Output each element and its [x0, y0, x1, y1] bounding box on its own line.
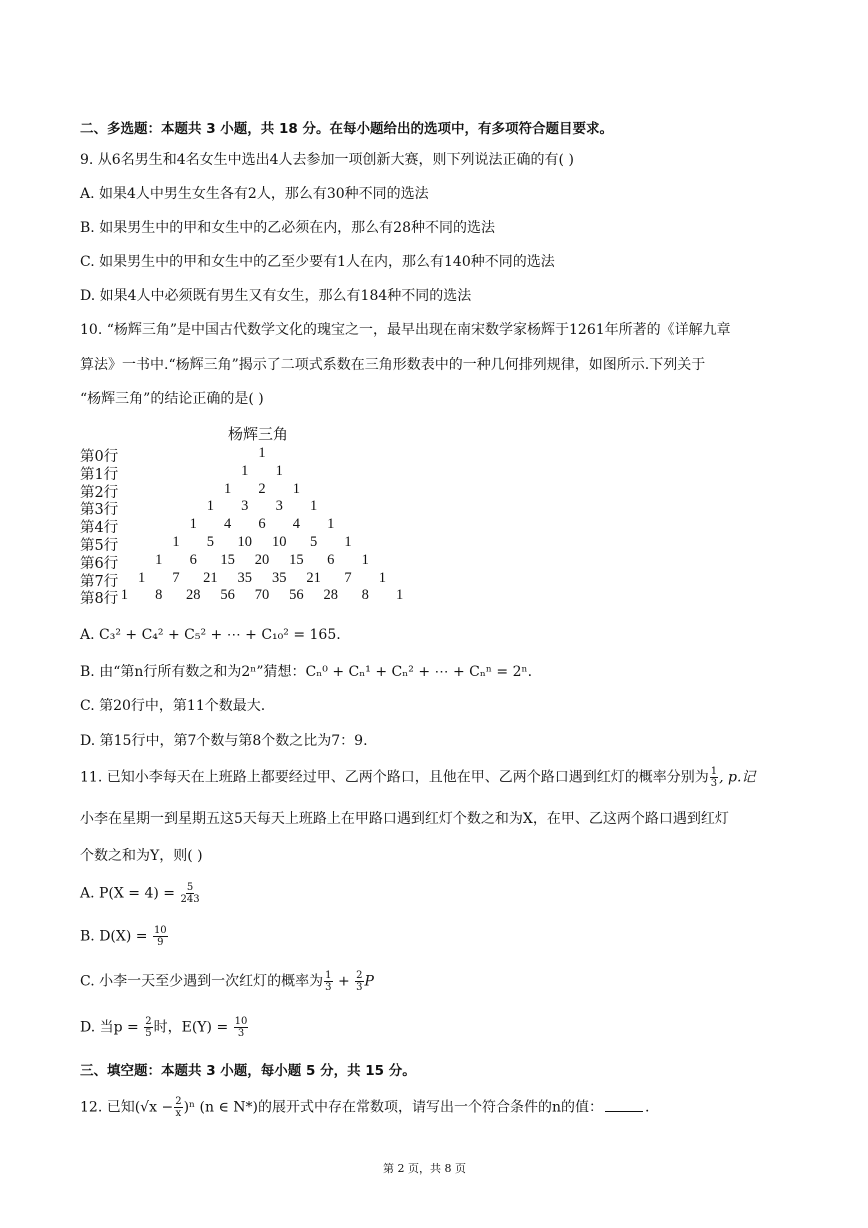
- triangle-number: 3: [241, 498, 249, 515]
- triangle-number: 20: [254, 551, 270, 568]
- triangle-number: 28: [323, 587, 339, 604]
- triangle-number: 15: [289, 551, 304, 568]
- triangle-number: 1: [137, 569, 146, 586]
- q11-stem-line3: 个数之和为Y，则( ): [80, 848, 203, 864]
- triangle-number: 21: [306, 569, 321, 586]
- triangle-number: 1: [223, 480, 232, 497]
- triangle-number: 2: [258, 480, 266, 497]
- triangle-number: 1: [155, 551, 163, 568]
- triangle-number: 6: [327, 551, 335, 568]
- q12-answer-blank[interactable]: [605, 1098, 643, 1112]
- q10-stem-line1: 10. “杨辉三角”是中国古代数学文化的瑰宝之一，最早出现在南宋数学家杨辉于1261年所著的《详解九章: [80, 322, 731, 338]
- triangle-number: 1: [275, 462, 283, 479]
- triangle-row-label: 第3行: [80, 502, 119, 519]
- section-multiple-choice-header: 二、多选题：本题共 3 小题，共 18 分。在每小题给出的选项中，有多项符合题目要求。: [80, 121, 613, 137]
- section-fill-in-header: 三、填空题：本题共 3 小题，每小题 5 分，共 15 分。: [80, 1063, 416, 1079]
- triangle-number: 1: [172, 534, 180, 550]
- triangle-number: 1: [309, 498, 318, 515]
- triangle-row-label: 第6行: [80, 555, 119, 572]
- page-footer: 第 2 页，共 8 页: [383, 1162, 466, 1175]
- triangle-number: 70: [254, 587, 270, 604]
- q11-option-a: A. P(X = 4) = $\frac{5}{243}$: [80, 882, 200, 905]
- triangle-number: 1: [378, 569, 387, 586]
- triangle-number: 35: [237, 569, 253, 586]
- q10-option-a: A. C₃² + C₄² + C₅² + ⋯ + C₁₀² = 165.: [80, 627, 341, 643]
- q11-option-d: D. 当p = $\frac{2}{5}$ 时，E(Y) = $\frac{10}{3}$: [80, 1016, 248, 1039]
- triangle-number: 8: [361, 587, 369, 604]
- triangle-number: 10: [237, 534, 253, 550]
- triangle-number: 4: [292, 516, 301, 533]
- triangle-number: 7: [344, 569, 352, 586]
- triangle-number: 5: [309, 534, 318, 550]
- triangle-number: 1: [189, 516, 197, 533]
- triangle-row-label: 第5行: [80, 538, 119, 554]
- q11-stem-line1: 11. 已知小李每天在上班路上都要经过甲、乙两个路口，且他在甲、乙两个路口遇到红灯的概率分别为 $\frac{1}{3}$ , p.记: [80, 766, 756, 789]
- q10-stem-line3: “杨辉三角”的结论正确的是( ): [80, 391, 264, 407]
- triangle-number: 1: [241, 462, 249, 479]
- q10-option-c: C. 第20行中，第11个数最大.: [80, 698, 266, 714]
- q10-stem-line2: 算法》一书中.“杨辉三角”揭示了二项式系数在三角形数表中的一种几何排列规律，如图所示.下列关于: [80, 357, 706, 373]
- triangle-number: 3: [275, 498, 283, 515]
- q10-option-b: B. 由“第n行所有数之和为2ⁿ”猜想：Cₙ⁰ + Cₙ¹ + Cₙ² + ⋯ + Cₙⁿ = 2ⁿ.: [80, 664, 533, 680]
- triangle-number: 1: [344, 534, 352, 550]
- triangle-row-label: 第8行: [80, 591, 119, 608]
- q11-stem-line2: 小李在星期一到星期五这5天每天上班路上在甲路口遇到红灯个数之和为X，在甲、乙这两个路口遇到红灯: [80, 811, 729, 827]
- q12-stem: 12. 已知(√x − $\frac{2}{x}$ )ⁿ (n ∈ N*)的展开式中存在常数项，请写出一个符合条件的n的值： .: [80, 1096, 650, 1119]
- triangle-number: 1: [120, 587, 129, 604]
- triangle-number: 56: [289, 587, 304, 604]
- triangle-number: 21: [203, 569, 218, 586]
- q11-option-b: B. D(X) = $\frac{10}{9}$: [80, 925, 167, 948]
- triangle-row-label: 第1行: [80, 466, 119, 483]
- q9-option-c: C. 如果男生中的甲和女生中的乙至少要有1人在内，那么有140种不同的选法: [80, 254, 555, 270]
- triangle-number: 7: [172, 569, 180, 586]
- triangle-number: 1: [361, 551, 369, 568]
- triangle-number: 8: [155, 587, 163, 604]
- triangle-number: 6: [258, 516, 266, 533]
- triangle-number: 6: [189, 551, 197, 568]
- triangle-row-label: 第0行: [80, 449, 119, 465]
- triangle-number: 1: [395, 587, 404, 604]
- q11-option-c: C. 小李一天至少遇到一次红灯的概率为 $\frac{1}{3}$ + $\frac{2}{3}$ P: [80, 970, 374, 993]
- triangle-number: 15: [220, 551, 235, 568]
- q10-option-d: D. 第15行中，第7个数与第8个数之比为7：9.: [80, 733, 368, 749]
- q9-stem: 9. 从6名男生和4名女生中选出4人去参加一项创新大赛，则下列说法正确的有( ): [80, 152, 574, 168]
- q11-fraction: $\frac{1}{3}$: [710, 766, 718, 789]
- triangle-number: 35: [271, 569, 287, 586]
- triangle-number: 1: [327, 516, 335, 533]
- q9-option-d: D. 如果4人中必须既有男生又有女生，那么有184种不同的选法: [80, 288, 472, 304]
- triangle-row-label: 第7行: [80, 573, 119, 590]
- triangle-number: 56: [220, 587, 235, 604]
- triangle-number: 10: [271, 534, 287, 550]
- triangle-row-label: 第2行: [80, 484, 119, 501]
- triangle-title: 杨辉三角: [228, 425, 289, 443]
- triangle-row-label: 第4行: [80, 520, 119, 537]
- q11-stem-line1-text: 11. 已知小李每天在上班路上都要经过甲、乙两个路口，且他在甲、乙两个路口遇到红灯的概率分别为: [80, 769, 709, 786]
- triangle-number: 4: [223, 516, 232, 533]
- triangle-number: 1: [206, 498, 215, 515]
- triangle-number: 5: [206, 534, 215, 550]
- triangle-number: 28: [185, 587, 201, 604]
- q9-option-b: B. 如果男生中的甲和女生中的乙必须在内，那么有28种不同的选法: [80, 220, 496, 236]
- q9-option-a: A. 如果4人中男生女生各有2人，那么有30种不同的选法: [80, 186, 429, 202]
- triangle-number: 1: [292, 480, 301, 497]
- triangle-number: 1: [258, 445, 266, 461]
